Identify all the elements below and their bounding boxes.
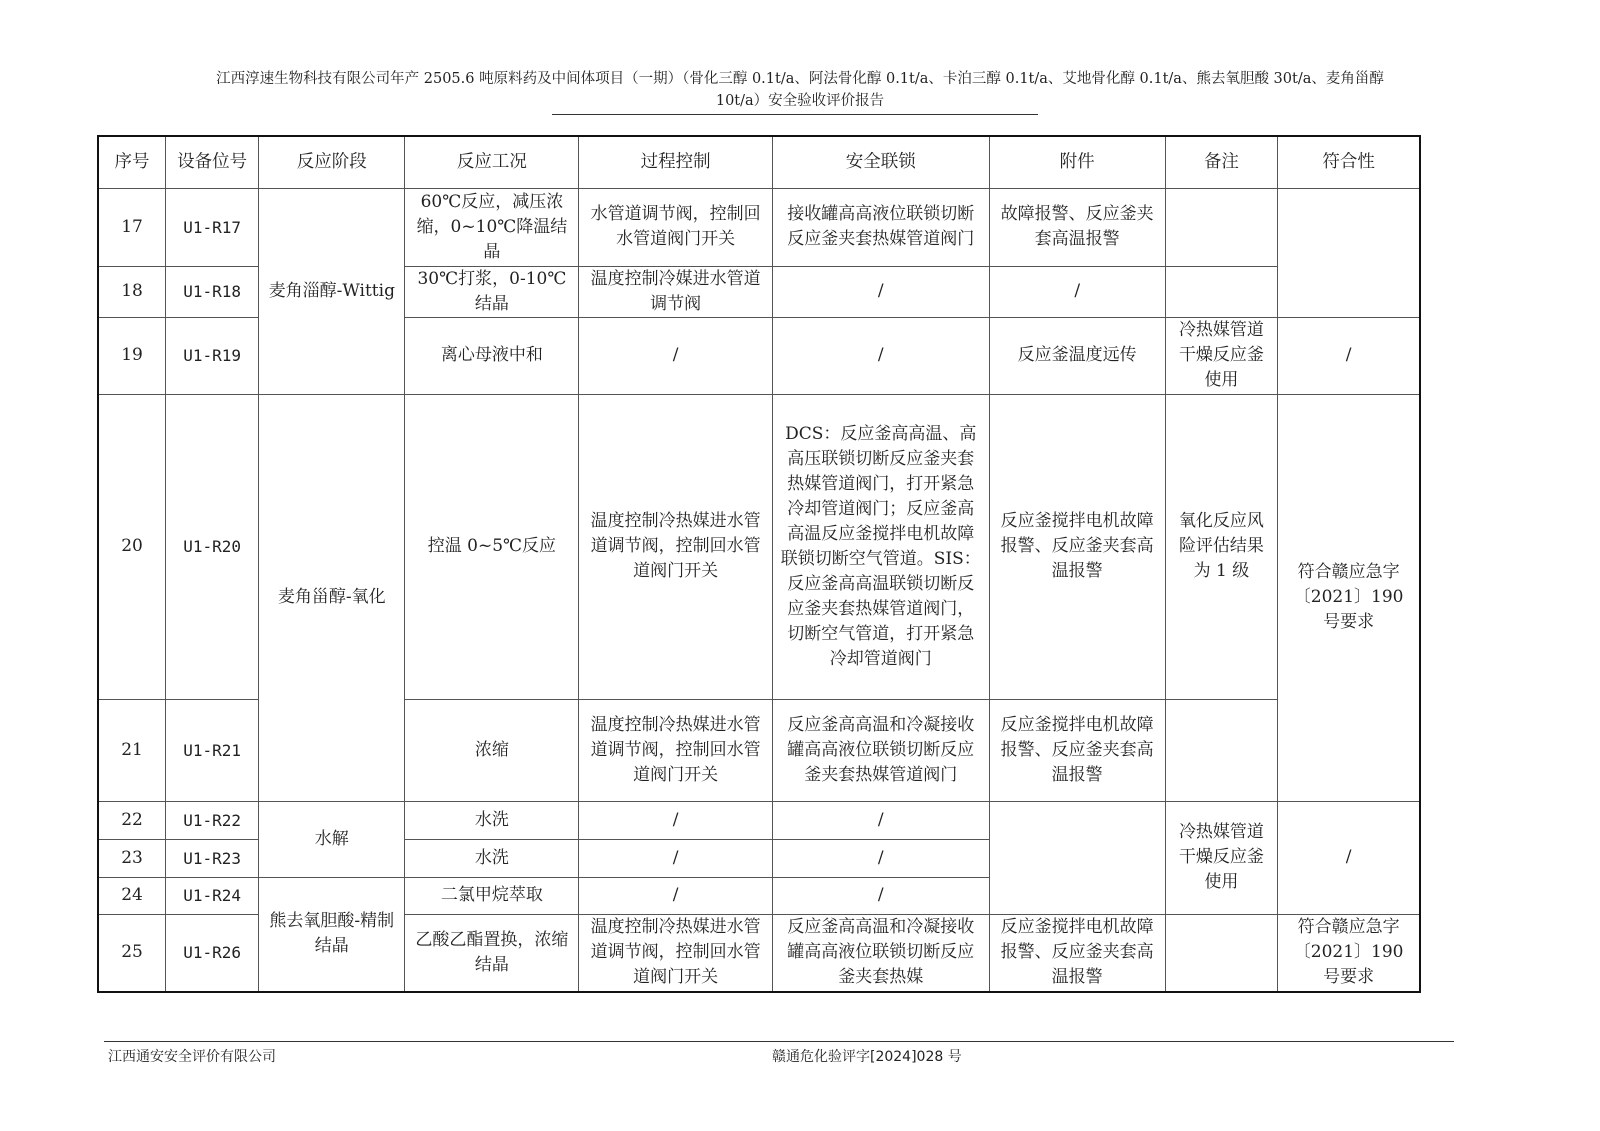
col-header-process-control: 过程控制: [579, 136, 772, 188]
table-row: [98, 394, 1420, 699]
table-cell: 二氯甲烷萃取: [405, 877, 579, 914]
col-header-reaction-condition: 反应工况: [405, 136, 579, 188]
col-header-remarks: 备注: [1165, 136, 1278, 188]
table-cell: 冷热媒管道干燥反应釜使用: [1165, 317, 1278, 394]
table-cell: 温度控制冷热媒进水管道调节阀，控制回水管道阀门开关: [579, 699, 772, 801]
table-cell: /: [989, 266, 1165, 317]
table-cell: U1-R19: [166, 317, 259, 394]
table-cell: [1278, 188, 1420, 317]
table-cell: 21: [98, 699, 166, 801]
table-cell: 反应釜温度远传: [989, 317, 1165, 394]
table-cell: U1-R23: [166, 839, 259, 877]
table-cell: U1-R17: [166, 188, 259, 266]
table-cell: 温度控制冷热媒进水管道调节阀，控制回水管道阀门开关: [579, 914, 772, 992]
header-line-2: 10t/a）安全验收评价报告: [715, 93, 885, 109]
table-cell: /: [1278, 801, 1420, 914]
table-cell: 18: [98, 266, 166, 317]
table-cell: 温度控制冷热媒进水管道调节阀，控制回水管道阀门开关: [579, 394, 772, 699]
table-cell: /: [579, 801, 772, 839]
table-cell: 反应釜高高温和冷凝接收罐高高液位联锁切断反应釜夹套热媒: [772, 914, 989, 992]
footer-company: 江西通安安全评价有限公司: [108, 1049, 276, 1065]
col-header-accessories: 附件: [989, 136, 1165, 188]
table-cell: 离心母液中和: [405, 317, 579, 394]
table-cell: 麦角甾醇-氧化: [259, 394, 405, 801]
table-cell: U1-R20: [166, 394, 259, 699]
table-cell: U1-R24: [166, 877, 259, 914]
table-cell: /: [772, 877, 989, 914]
footer-report-number: 赣通危化验评字[2024]028 号: [772, 1049, 962, 1065]
table-cell: [1165, 699, 1278, 801]
table-cell: 麦角淄醇-Wittig: [259, 188, 405, 394]
table-cell: /: [579, 839, 772, 877]
table-cell: U1-R18: [166, 266, 259, 317]
table-cell: [989, 801, 1165, 914]
table-cell: /: [579, 317, 772, 394]
table-header-row: [98, 136, 1420, 188]
table-cell: 氧化反应风险评估结果为 1 级: [1165, 394, 1278, 699]
table-cell: /: [579, 877, 772, 914]
table-row: [98, 801, 1420, 839]
table-cell: 接收罐高高液位联锁切断反应釜夹套热媒管道阀门: [772, 188, 989, 266]
table-cell: 浓缩: [405, 699, 579, 801]
table-cell: U1-R22: [166, 801, 259, 839]
table-cell: 熊去氧胆酸-精制结晶: [259, 877, 405, 992]
table-cell: U1-R26: [166, 914, 259, 992]
table-cell: U1-R21: [166, 699, 259, 801]
table-cell: 17: [98, 188, 166, 266]
table-cell: 水管道调节阀，控制回水管道阀门开关: [579, 188, 772, 266]
table-cell: 反应釜搅拌电机故障报警、反应釜夹套高温报警: [989, 699, 1165, 801]
table-cell: 反应釜搅拌电机故障报警、反应釜夹套高温报警: [989, 394, 1165, 699]
table-cell: [1165, 266, 1278, 317]
table-cell: 符合赣应急字〔2021〕190 号要求: [1278, 914, 1420, 992]
table-cell: 符合赣应急字〔2021〕190 号要求: [1278, 394, 1420, 801]
col-header-reaction-stage: 反应阶段: [259, 136, 405, 188]
table-cell: [1165, 188, 1278, 266]
table-cell: 20: [98, 394, 166, 699]
table-cell: 23: [98, 839, 166, 877]
table-cell: 水解: [259, 801, 405, 877]
table-cell: 乙酸乙酯置换，浓缩结晶: [405, 914, 579, 992]
table-cell: 控温 0~5℃反应: [405, 394, 579, 699]
footer-divider: [104, 1041, 1454, 1042]
table-row: [98, 188, 1420, 266]
header-divider: [552, 114, 1038, 115]
table-cell: 30℃打浆，0-10℃结晶: [405, 266, 579, 317]
equipment-safety-table: [97, 135, 1421, 993]
table-cell: DCS：反应釜高高温、高高压联锁切断反应釜夹套热媒管道阀门，打开紧急冷却管道阀门；反应釜高高温反应釜搅拌电机故障联锁切断空气管道。SIS：反应釜高高温联锁切断反应釜夹套热媒管道阀门，切断空气管道，打开紧急冷却管道阀门: [772, 394, 989, 699]
table-cell: /: [1278, 317, 1420, 394]
table-cell: /: [772, 839, 989, 877]
table-cell: 温度控制冷媒进水管道调节阀: [579, 266, 772, 317]
table-cell: /: [772, 317, 989, 394]
table-cell: [1165, 914, 1278, 992]
table-cell: 故障报警、反应釜夹套高温报警: [989, 188, 1165, 266]
table-cell: 60℃反应，减压浓缩，0~10℃降温结晶: [405, 188, 579, 266]
table-cell: 19: [98, 317, 166, 394]
table-body: [98, 188, 1420, 992]
table-cell: 24: [98, 877, 166, 914]
col-header-compliance: 符合性: [1278, 136, 1420, 188]
col-header-equipment-tag: 设备位号: [166, 136, 259, 188]
table-cell: 反应釜高高温和冷凝接收罐高高液位联锁切断反应釜夹套热媒管道阀门: [772, 699, 989, 801]
table-cell: /: [772, 801, 989, 839]
table-cell: 反应釜搅拌电机故障报警、反应釜夹套高温报警: [989, 914, 1165, 992]
report-header: [130, 68, 1470, 112]
col-header-safety-interlock: 安全联锁: [772, 136, 989, 188]
table-cell: 22: [98, 801, 166, 839]
table-cell: 水洗: [405, 839, 579, 877]
table-cell: 水洗: [405, 801, 579, 839]
header-line-1: 江西淳速生物科技有限公司年产 2505.6 吨原料药及中间体项目（一期）（骨化三醇 0.1t/a、阿法骨化醇 0.1t/a、卡泊三醇 0.1t/a、艾地骨化醇 0.1t/a、熊去氧胆酸 30t/a、麦角甾醇: [216, 71, 1384, 87]
col-header-index: 序号: [98, 136, 166, 188]
table-cell: 25: [98, 914, 166, 992]
table-cell: 冷热媒管道干燥反应釜使用: [1165, 801, 1278, 914]
table-cell: /: [772, 266, 989, 317]
